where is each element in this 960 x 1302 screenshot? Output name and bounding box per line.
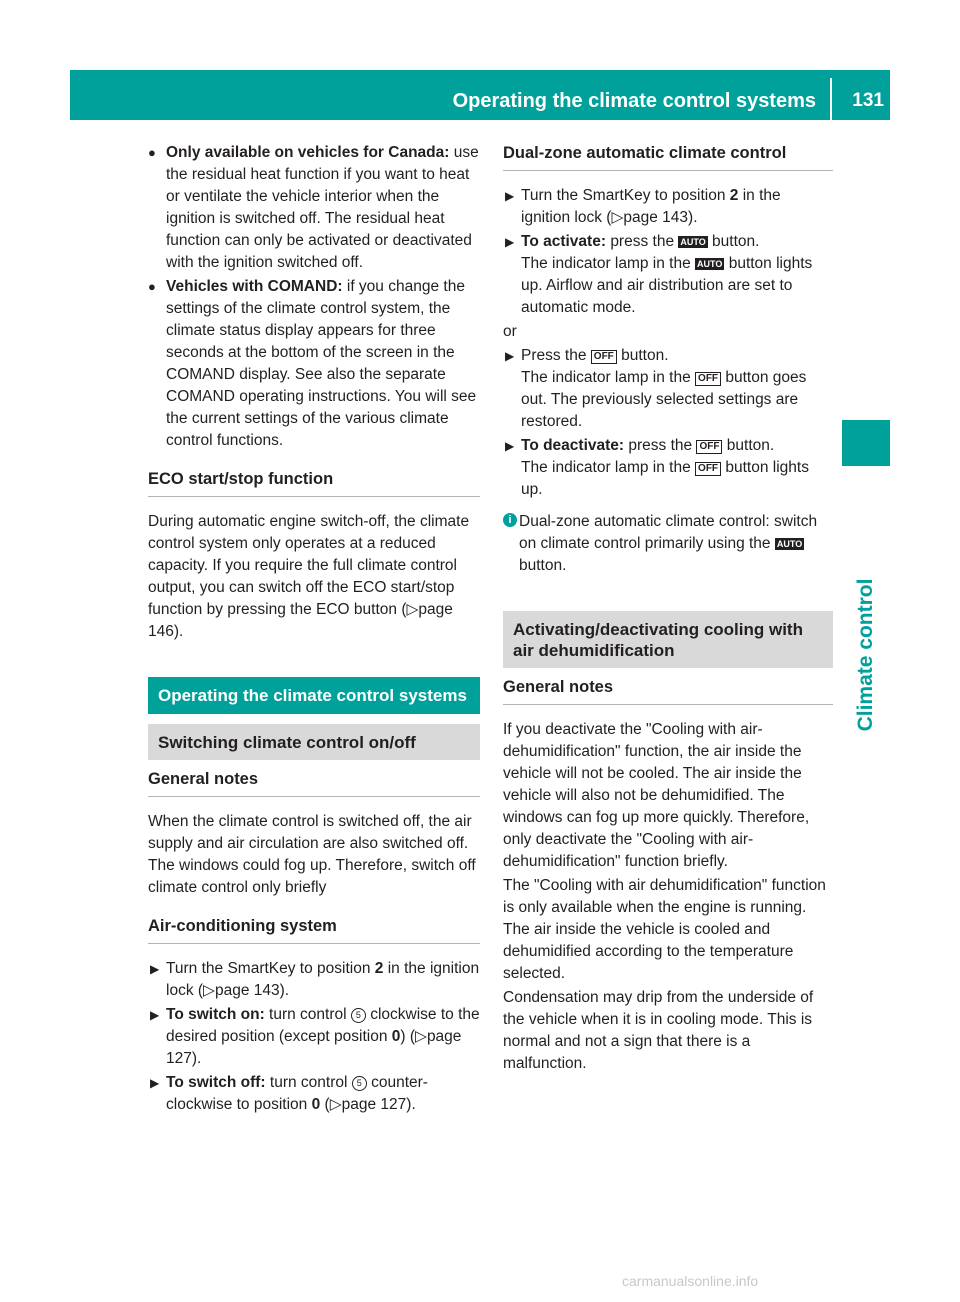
header-divider	[830, 78, 832, 120]
side-tab-marker	[842, 420, 890, 466]
off-button-icon: OFF	[695, 462, 721, 476]
page-number: 131	[852, 90, 884, 111]
bullet-icon: ●	[148, 279, 156, 294]
general-notes-paragraph: When the climate control is switched off, the air supply and air circulation are also switched off. The windows could fog up. Therefore, switch off climate control only briefly	[148, 813, 476, 896]
page-ref-link[interactable]: page 143	[623, 209, 689, 226]
section-title-operating: Operating the climate control systems	[148, 677, 480, 714]
header-title: Operating the climate control systems	[452, 90, 816, 112]
page-ref-link[interactable]: page 146	[148, 601, 453, 640]
page-ref-arrow-icon: ▷	[415, 1028, 427, 1045]
control-number-icon: 5	[352, 1076, 367, 1091]
bullet-comand: ● Vehicles with COMAND: if you change the settings of the climate control system, the climate status display appears for three seconds at the bottom of the screen in the COMAND display. See also the separate COMAND operating instructions. You will see the current settings of the various climate control functions.	[148, 278, 477, 449]
page-header	[70, 70, 890, 120]
general-notes-heading-right: General notes	[503, 676, 833, 705]
side-tab-label: Climate control	[854, 578, 877, 732]
step-ignition-right: ▶ Turn the SmartKey to position 2 in the ignition lock (▷page 143).	[505, 187, 781, 226]
page-ref-link[interactable]: page 143	[214, 982, 280, 999]
eco-paragraph: During automatic engine switch-off, the climate control system only operates at a reduced capacity. If you require the full climate control output, you can switch off the ECO start/stop function by pressing the ECO button (▷page 146).	[148, 513, 470, 640]
watermark: carmanualsonline.info	[622, 1273, 759, 1289]
control-number-icon: 5	[351, 1008, 366, 1023]
auto-button-icon: AUTO	[680, 237, 706, 247]
auto-button-icon: AUTO	[776, 539, 803, 549]
cooling-paragraph-1: If you deactivate the "Cooling with air-dehumidification" function, the air inside the vehicle will not be cooled. The air inside the vehicle will also not be dehumidified. The windows can fog up more quickly. Therefore, only deactivate the "Cooling with air-dehumidification" function briefly.	[503, 721, 810, 870]
step-arrow-icon: ▶	[505, 439, 515, 453]
cooling-paragraph-2: The "Cooling with air dehumidification" function is only available when the engine is running. The air inside the vehicle is cooled and dehumidified according to the temperature selected.	[503, 877, 826, 982]
page-ref-arrow-icon: ▷	[611, 209, 624, 226]
step-switch-off: ▶ To switch off: turn control 5 counter-clockwise to position 0 (▷page 127).	[150, 1074, 428, 1113]
off-button-icon: OFF	[696, 440, 722, 454]
page-ref-arrow-icon: ▷	[406, 601, 419, 618]
right-column	[503, 142, 833, 1075]
step-deactivate: ▶ To deactivate: press the OFF button. The indicator lamp in the OFF button lights up.	[505, 437, 809, 498]
info-note: i Dual-zone automatic climate control: switch on climate control primarily using the AUTO button.	[503, 511, 833, 577]
bullet-icon: ●	[148, 145, 156, 160]
dual-zone-heading: Dual-zone automatic climate control	[503, 142, 833, 171]
off-button-icon: OFF	[591, 350, 617, 364]
page-ref-link[interactable]: page 127	[166, 1028, 462, 1067]
step-arrow-icon: ▶	[505, 189, 515, 203]
bullet-canada: ● Only available on vehicles for Canada: use the residual heat function if you want to heat or ventilate the vehicle interior when the ignition is switched off. The residual heat function can only be activated or deactivated with the ignition switched off.	[148, 144, 479, 271]
section-title-switching: Switching climate control on/off	[148, 724, 480, 760]
step-arrow-icon: ▶	[150, 1008, 160, 1022]
general-notes-heading: General notes	[148, 768, 480, 797]
section-title-cooling: Activating/deactivating cooling with air dehumidification	[503, 611, 833, 668]
step-ignition: ▶ Turn the SmartKey to position 2 in the ignition lock (▷page 143).	[150, 960, 480, 999]
step-arrow-icon: ▶	[150, 962, 160, 976]
step-switch-on: ▶ To switch on: turn control 5 clockwise to the desired position (except position 0) (▷page 127).	[150, 1006, 480, 1067]
step-arrow-icon: ▶	[505, 235, 515, 249]
info-icon: i	[503, 513, 517, 527]
step-activate: ▶ To activate: press the AUTO button. The indicator lamp in the AUTO button lights up. Airflow and air distribution are set to automatic mode.	[505, 233, 813, 316]
or-text: or	[503, 323, 517, 340]
eco-heading: ECO start/stop function	[148, 468, 480, 497]
off-button-icon: OFF	[695, 372, 721, 386]
step-arrow-icon: ▶	[150, 1076, 160, 1090]
step-arrow-icon: ▶	[505, 349, 515, 363]
page-ref-arrow-icon: ▷	[329, 1096, 342, 1113]
ac-heading: Air-conditioning system	[148, 915, 480, 944]
left-column	[148, 142, 480, 1118]
page-ref-arrow-icon: ▷	[203, 982, 215, 999]
cooling-paragraph-3: Condensation may drip from the underside of the vehicle when it is in cooling mode. This is normal and not a sign that there is a malfunction.	[503, 989, 814, 1072]
step-press-off: ▶ Press the OFF button. The indicator lamp in the OFF button goes out. The previously selected settings are restored.	[505, 347, 807, 430]
auto-button-icon: AUTO	[697, 259, 723, 269]
page-ref-link[interactable]: page 127	[341, 1096, 407, 1113]
side-tab	[842, 140, 890, 1260]
